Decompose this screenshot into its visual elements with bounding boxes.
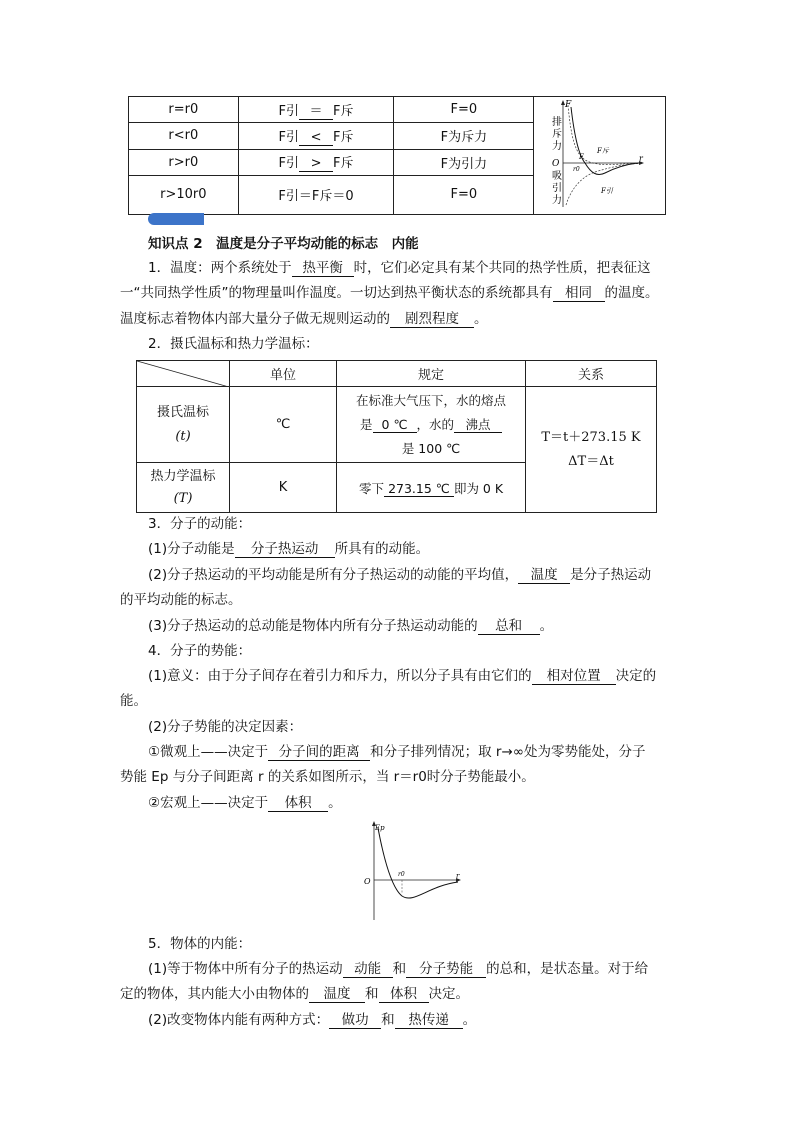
graph-r-label: r bbox=[638, 154, 643, 163]
paragraph: (2)分子热运动的平均动能是所有分子热运动的动能的平均值， 温度 是分子热运动 bbox=[148, 567, 652, 583]
cell-condition: r>10r0 bbox=[129, 175, 239, 214]
header-diagonal-cell bbox=[137, 361, 230, 387]
paragraph: (2)改变物体内能有两种方式： 做功 和 热传递 。 bbox=[148, 1012, 477, 1028]
graph-attract-char: 引 bbox=[551, 183, 562, 194]
graph-r0-label: r0 bbox=[398, 871, 405, 878]
force-vs-distance-graph bbox=[535, 97, 665, 210]
graph-origin: O bbox=[551, 159, 559, 169]
cell-force: F引 ＝ F斥 bbox=[238, 97, 394, 123]
paragraph: 2．摄氏温标和热力学温标： bbox=[148, 336, 319, 352]
paragraph: 能。 bbox=[120, 693, 147, 709]
column-header: 规定 bbox=[337, 361, 526, 387]
table-row bbox=[129, 97, 666, 123]
graph-origin: O bbox=[364, 877, 371, 886]
force-graph-cell bbox=[534, 97, 666, 215]
potential-energy-graph bbox=[362, 820, 466, 924]
cell-net-force: F=0 bbox=[394, 97, 534, 123]
graph-repel-char: 斥 bbox=[551, 129, 562, 140]
column-header: 关系 bbox=[526, 361, 657, 387]
graph-f-attract-label: F引 bbox=[600, 187, 613, 195]
paragraph: 1．温度：两个系统处于 热平衡 时，它们必定具有某个共同的热学性质，把表征这 bbox=[148, 260, 651, 276]
paragraph: (3)分子热运动的总动能是物体内所有分子热运动动能的 总和 。 bbox=[148, 618, 554, 634]
graph-f-repel-label: F斥 bbox=[596, 147, 609, 155]
cell-force: F引＝F斥＝0 bbox=[238, 175, 394, 214]
cell-condition: r>r0 bbox=[129, 149, 239, 175]
paragraph: 定的物体，其内能大小由物体的 温度 和 体积 决定。 bbox=[120, 986, 469, 1002]
graph-attract-char: 吸 bbox=[551, 171, 562, 182]
scale-name-cell: 热力学温标 (T) bbox=[137, 463, 230, 513]
cell-force: F引 < F斥 bbox=[238, 123, 394, 149]
column-header: 单位 bbox=[230, 361, 337, 387]
graph-attract-char: 力 bbox=[551, 195, 562, 206]
paragraph: 一“共同热学性质”的物理量叫作温度。一切达到热平衡状态的系统都具有 相同 的温度。 bbox=[120, 285, 659, 301]
section-heading: 知识点 2 温度是分子平均动能的标志 内能 bbox=[148, 236, 419, 252]
paragraph: 势能 Ep 与分子间距离 r 的关系如图所示，当 r＝r0时分子势能最小。 bbox=[120, 769, 535, 785]
cell-net-force: F为斥力 bbox=[394, 123, 534, 149]
graph-f-label: F bbox=[564, 100, 571, 110]
diagonal-line bbox=[137, 361, 229, 387]
temperature-scale-table bbox=[136, 360, 657, 513]
table-row bbox=[137, 361, 657, 387]
paragraph: (1)等于物体中所有分子的热运动 动能 和 分子势能 的总和，是状态量。对于给 bbox=[148, 961, 649, 977]
graph-ep-label: Ep bbox=[375, 824, 385, 832]
cell-force: F引 > F斥 bbox=[238, 149, 394, 175]
paragraph: 3．分子的动能： bbox=[148, 516, 252, 532]
cell-condition: r<r0 bbox=[129, 123, 239, 149]
unit-cell: K bbox=[230, 463, 337, 513]
force-table bbox=[128, 96, 666, 215]
paragraph: 温度标志着物体内部大量分子做无规则运动的 剧烈程度 。 bbox=[120, 311, 488, 327]
paragraph: ①微观上——决定于 分子间的距离 和分子排列情况；取 r→∞处为零势能处，分子 bbox=[148, 744, 646, 760]
cell-net-force: F为引力 bbox=[394, 149, 534, 175]
graph-repel-char: 排 bbox=[551, 117, 562, 128]
graph-r0-label: r0 bbox=[572, 166, 580, 173]
paragraph: (1)意义：由于分子间存在着引力和斥力，所以分子具有由它们的 相对位置 决定的 bbox=[148, 668, 657, 684]
rule-cell: 在标准大气压下，水的熔点 是 0 ℃ ，水的 沸点 是 100 ℃ bbox=[337, 387, 526, 463]
scale-name-cell: 摄氏温标 (t) bbox=[137, 387, 230, 463]
cell-condition: r=r0 bbox=[129, 97, 239, 123]
graph-repel-char: 力 bbox=[551, 141, 562, 152]
rule-cell: 零下 273.15 ℃ 即为 0 K bbox=[337, 463, 526, 513]
cell-net-force: F=0 bbox=[394, 175, 534, 214]
paragraph: ②宏观上——决定于 体积 。 bbox=[148, 795, 342, 811]
section-marker bbox=[148, 213, 204, 225]
paragraph: (1)分子动能是 分子热运动 所具有的动能。 bbox=[148, 541, 430, 557]
paragraph: (2)分子势能的决定因素： bbox=[148, 719, 303, 735]
paragraph: 5．物体的内能： bbox=[148, 936, 252, 952]
paragraph: 4．分子的势能： bbox=[148, 643, 252, 659]
table-row bbox=[137, 387, 657, 463]
unit-cell: ℃ bbox=[230, 387, 337, 463]
relation-cell: T＝t＋273.15 K ΔT＝Δt bbox=[526, 387, 657, 513]
graph-f-net-label: F bbox=[578, 153, 584, 161]
paragraph: 的平均动能的标志。 bbox=[120, 592, 242, 608]
graph-r-label: r bbox=[456, 872, 460, 880]
